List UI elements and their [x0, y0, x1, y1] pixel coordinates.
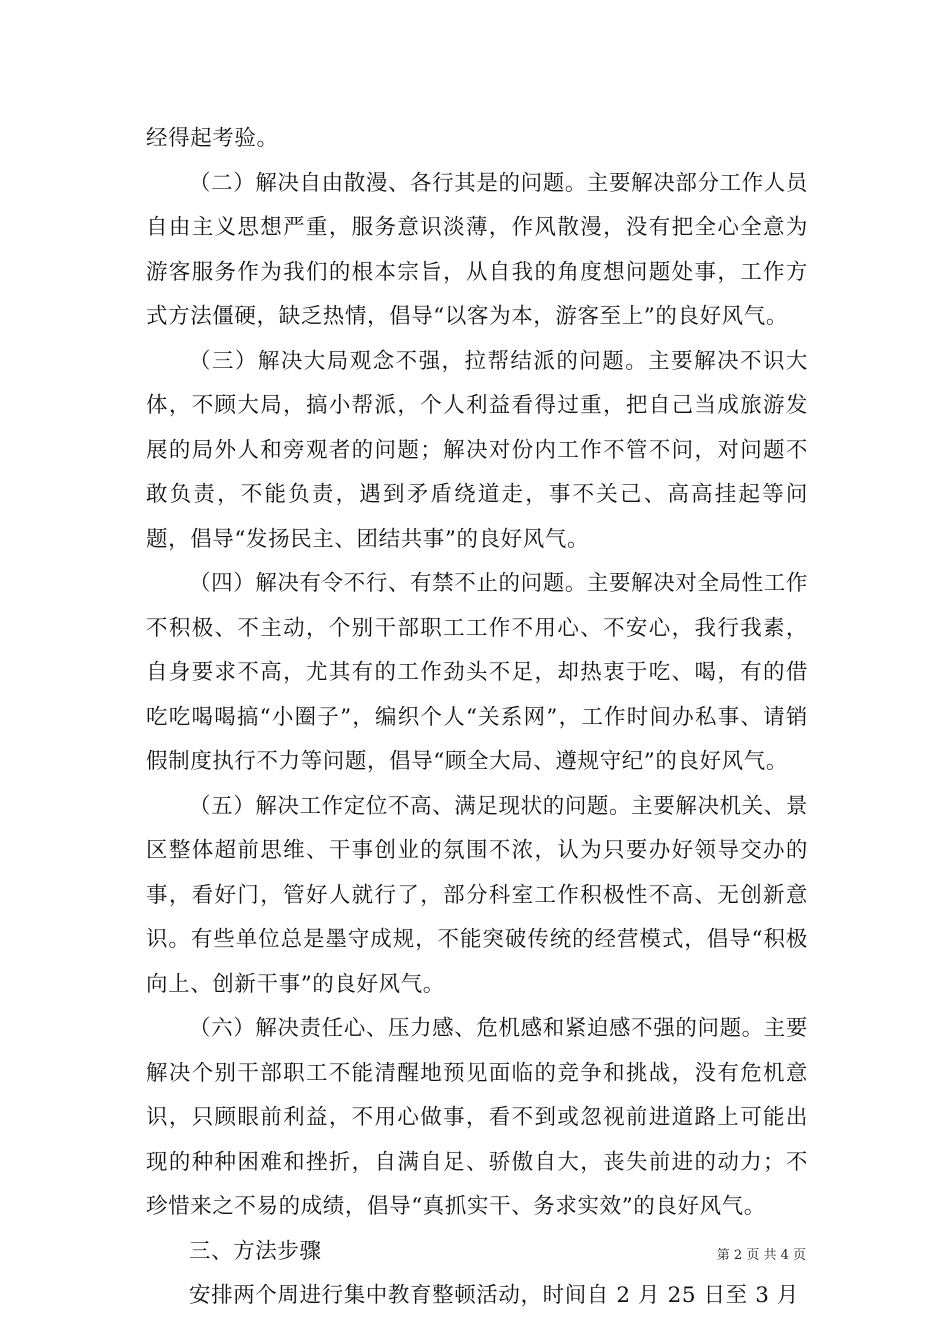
paragraph-section-6: （六）解决责任心、压力感、危机感和紧迫感不强的问题。主要解决个别干部职工不能清醒地预见面临的竞争和挑战，没有危机意识，只顾眼前利益，不用心做事，看不到或忽视前进道路上可能出现的种种困难和挫折，自满自足、骄傲自大，丧失前进的动力；不珍惜来之不易的成绩，倡导“真抓实干、务求实效”的良好风气。 [146, 1016, 808, 1219]
page-number-footer: 第 2 页 共 4 页 [716, 1248, 806, 1263]
document-body [146, 117, 808, 1319]
paragraph-schedule: 安排两个周进行集中教育整顿活动，时间自 2 月 25 日至 3 月 [189, 1283, 800, 1308]
section-heading-methods: 三、方法步骤 [189, 1238, 322, 1264]
paragraph-continuation: 经得起考验。 [146, 126, 279, 151]
paragraph-section-2: （二）解决自由散漫、各行其是的问题。主要解决部分工作人员自由主义思想严重，服务意识淡薄，作风散漫，没有把全心全意为游客服务作为我们的根本宗旨，从自我的角度想问题处事，工作方式方法僵硬，缺乏热情，倡导“以客为本，游客至上”的良好风气。 [146, 170, 808, 329]
paragraph-section-5: （五）解决工作定位不高、满足现状的问题。主要解决机关、景区整体超前思维、干事创业的氛围不浓，认为只要办好领导交办的事，看好门，管好人就行了，部分科室工作积极性不高、无创新意识。有些单位总是墨守成规，不能突破传统的经营模式，倡导“积极向上、创新干事”的良好风气。 [146, 793, 808, 997]
paragraph-section-4: （四）解决有令不行、有禁不止的问题。主要解决对全局性工作不积极、不主动，个别干部职工工作不用心、不安心，我行我素，自身要求不高，尤其有的工作劲头不足，却热衷于吃、喝，有的借吃吃喝喝搞“小圈子”，编织个人“关系网”，工作时间办私事、请销假制度执行不力等问题，倡导“顾全大局、遵规守纪”的良好风气。 [146, 571, 808, 774]
paragraph-section-3: （三）解决大局观念不强，拉帮结派的问题。主要解决不识大体，不顾大局，搞小帮派，个人利益看得过重，把自己当成旅游发展的局外人和旁观者的问题；解决对份内工作不管不问，对问题不敢负责，不能负责，遇到矛盾绕道走，事不关己、高高挂起等问题，倡导“发扬民主、团结共事”的良好风气。 [146, 348, 808, 552]
